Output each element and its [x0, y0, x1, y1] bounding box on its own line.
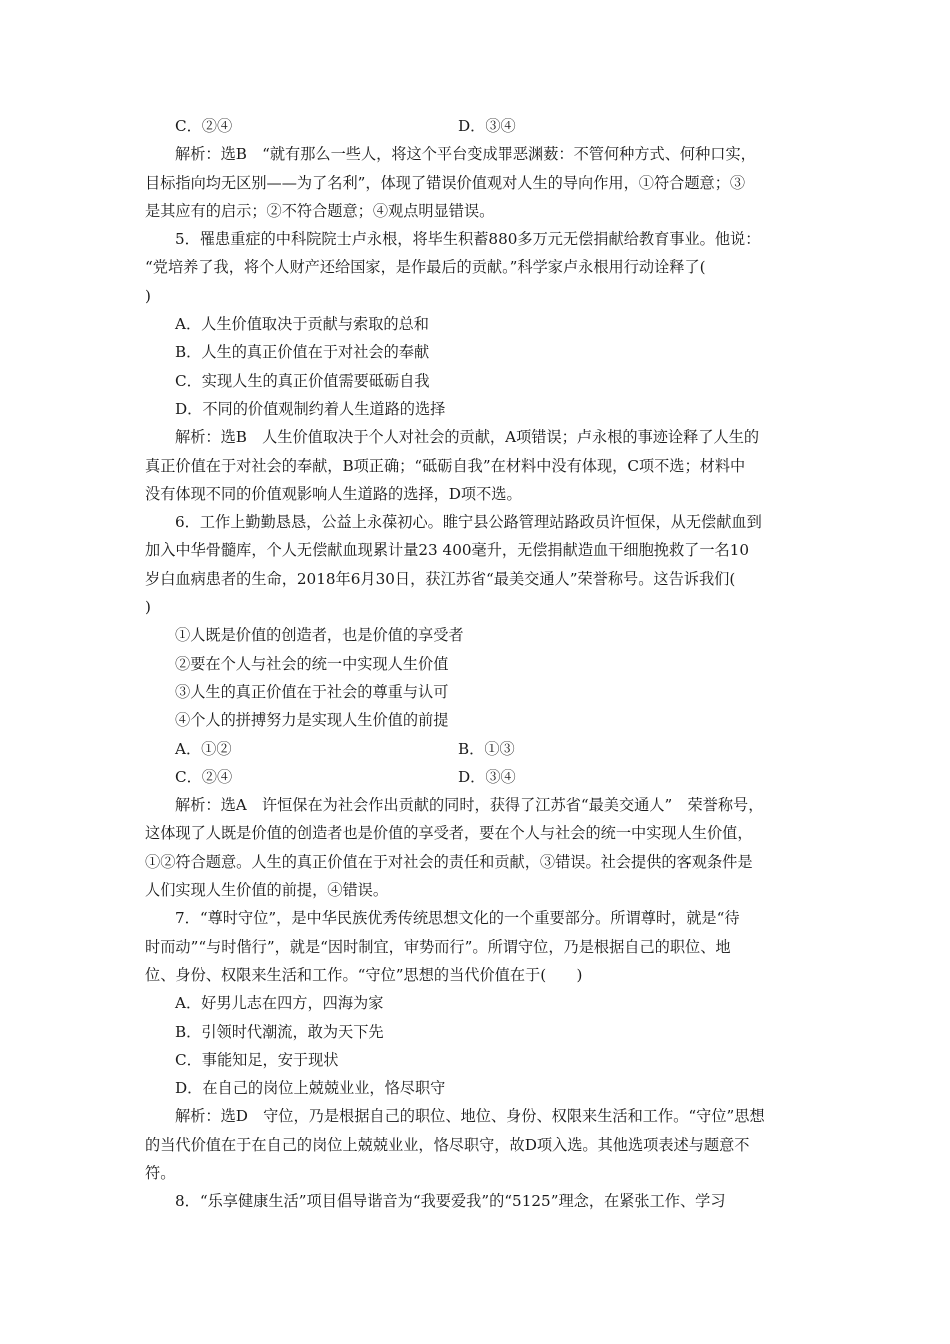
paragraph-start-line: 5．罹患重症的中科院院士卢永根，将毕生积蓄880多万元无偿捐献给教育事业。他说：	[175, 230, 761, 249]
text-line: 符。	[145, 1163, 176, 1182]
option-right: D．③④	[458, 117, 516, 135]
paragraph-start-line: 解析：选B 人生价值取决于个人对社会的贡献，A项错误；卢永根的事迹诠释了人生的	[175, 428, 760, 447]
paragraph-start-line: A．人生价值取决于贡献与索取的总和	[175, 315, 429, 334]
text-line: 真正价值在于对社会的奉献，B项正确；“砥砺自我”在材料中没有体现，C项不选；材料中	[145, 456, 746, 475]
text-line: ①②符合题意。人生的真正价值在于对社会的责任和贡献，③错误。社会提供的客观条件是	[145, 852, 753, 871]
paragraph-start-line: 解析：选A 许恒保在为社会作出贡献的同时，获得了江苏省“最美交通人” 荣誉称号，	[175, 796, 764, 815]
text-line: 目标指向均无区别——为了名利”，体现了错误价值观对人生的导向作用，①符合题意；③	[145, 173, 746, 192]
paragraph-start-line: 6．工作上勤勤恳恳，公益上永葆初心。睢宁县公路管理站路政员许恒保，从无偿献血到	[175, 513, 762, 532]
option-row	[145, 763, 815, 791]
text-line: )	[145, 286, 151, 305]
paragraph-start-line: D．不同的价值观制约着人生道路的选择	[175, 399, 446, 418]
option-right: B．①③	[458, 739, 515, 758]
paragraph-start-line: B．人生的真正价值在于对社会的奉献	[175, 343, 430, 362]
option-right: D．③④	[458, 767, 516, 786]
text-line: 是其应有的启示；②不符合题意；④观点明显错误。	[145, 201, 495, 220]
paragraph-start-line: ③人生的真正价值在于社会的尊重与认可	[175, 682, 449, 701]
text-line: 加入中华骨髓库，个人无偿献血现累计量23 400毫升，无偿捐献造血干细胞挽救了一名10	[145, 541, 750, 560]
option-row	[145, 112, 815, 140]
text-line: 时而动”“与时偕行”，就是“因时制宜，审势而行”。所谓守位，乃是根据自己的职位、地	[145, 937, 731, 956]
paragraph-start-line: D．在自己的岗位上兢兢业业，恪尽职守	[175, 1079, 446, 1098]
paragraph-start-line: 7．“尊时守位”，是中华民族优秀传统思想文化的一个重要部分。所谓尊时，就是“待	[175, 909, 740, 928]
text-line: 人们实现人生价值的前提，④错误。	[145, 881, 388, 900]
paragraph-start-line: ①人既是价值的创造者，也是价值的享受者	[175, 626, 464, 645]
document-page	[145, 112, 815, 1216]
option-left: C．②④	[175, 117, 233, 135]
option-left: A．①②	[175, 739, 232, 758]
paragraph-start-line: 解析：选B “就有那么一些人，将这个平台变成罪恶渊薮：不管何种方式、何种口实，	[175, 145, 756, 164]
paragraph-start-line: B．引领时代潮流，敢为天下先	[175, 1022, 384, 1041]
text-line: )	[145, 598, 151, 617]
text-line: 位、身份、权限来生活和工作。“守位”思想的当代价值在于( )	[145, 965, 583, 984]
text-line: 这体现了人既是价值的创造者也是价值的享受者，要在个人与社会的统一中实现人生价值，	[145, 824, 753, 843]
paragraph-start-line: ④个人的拼搏努力是实现人生价值的前提	[175, 711, 449, 730]
text-line: 没有体现不同的价值观影响人生道路的选择，D项不选。	[145, 484, 522, 503]
paragraph-start-line: C．事能知足，安于现状	[175, 1050, 339, 1069]
option-left: C．②④	[175, 767, 233, 786]
paragraph-start-line: C．实现人生的真正价值需要砥砺自我	[175, 371, 430, 390]
paragraph-start-line: A．好男儿志在四方，四海为家	[175, 994, 384, 1013]
paragraph-start-line: ②要在个人与社会的统一中实现人生价值	[175, 654, 449, 673]
text-line: 的当代价值在于在自己的岗位上兢兢业业，恪尽职守，故D项入选。其他选项表述与题意不	[145, 1135, 750, 1154]
text-line: “党培养了我，将个人财产还给国家，是作最后的贡献。”科学家卢永根用行动诠释了(	[145, 258, 706, 277]
option-row	[145, 735, 815, 763]
paragraph-start-line: 解析：选D 守位，乃是根据自己的职位、地位、身份、权限来生活和工作。“守位”思想	[175, 1107, 765, 1126]
paragraph-start-line: 8．“乐享健康生活”项目倡导谐音为“我要爱我”的“5125”理念，在紧张工作、学习	[175, 1192, 726, 1211]
text-line: 岁白血病患者的生命，2018年6月30日，获江苏省“最美交通人”荣誉称号。这告诉我们(	[145, 569, 736, 588]
